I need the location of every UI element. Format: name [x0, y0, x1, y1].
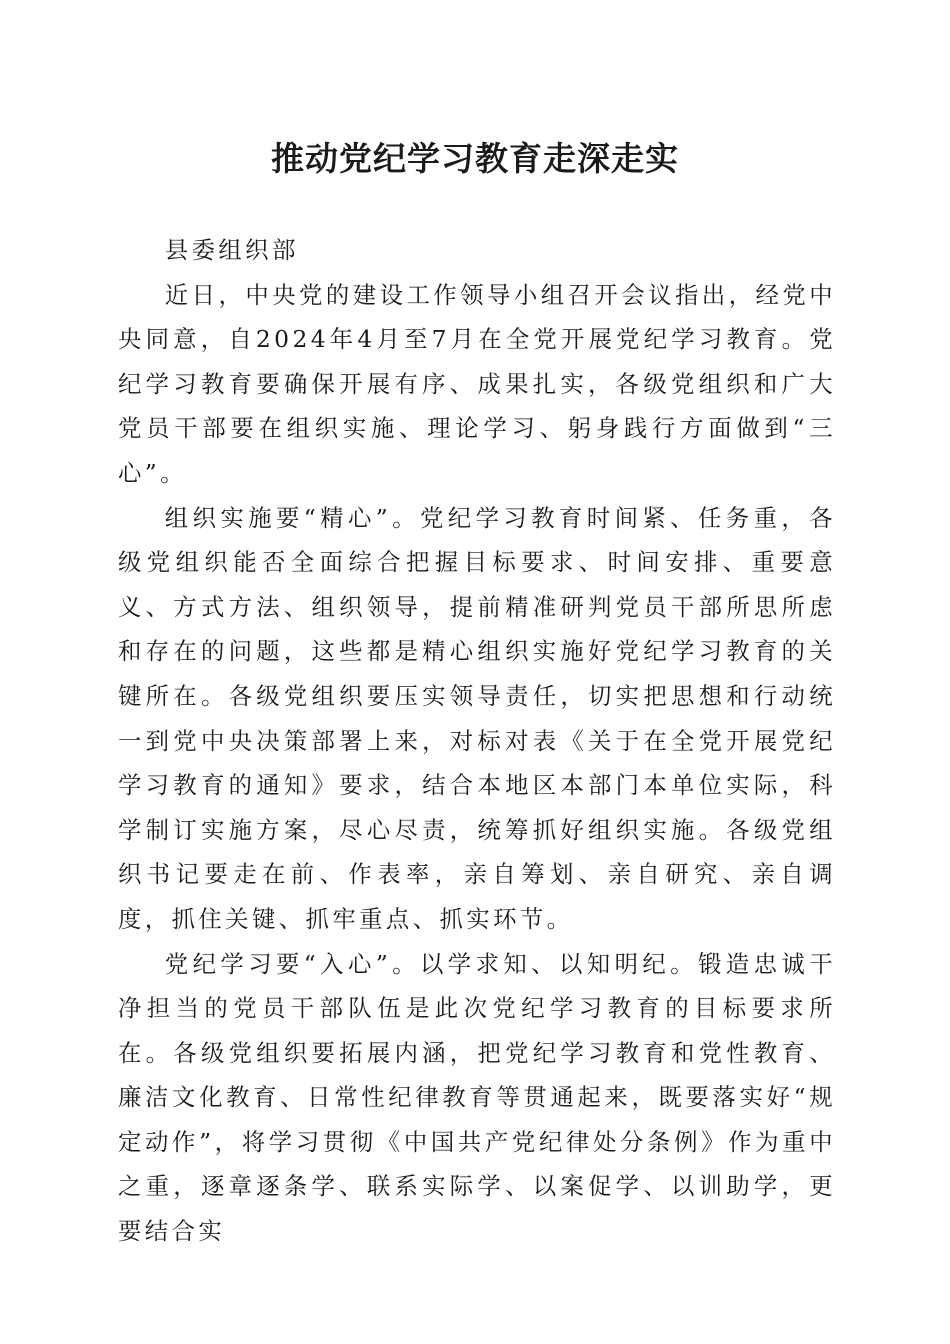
document-title: 推动党纪学习教育走深走实 [271, 139, 679, 178]
author-line: 县委组织部 [164, 236, 299, 264]
paragraph-intro: 近日，中央党的建设工作领导小组召开会议指出，经党中央同意，自2024年4月至7月在全党开展党纪学习教育。党纪学习教育要确保开展有序、成果扎实，各级党组织和广大党员干部要在组织实施、理论学习、躬身践行方面做到“三心”。 [118, 280, 836, 487]
paragraph-study: 党纪学习要“入心”。以学求知、以知明纪。锻造忠诚干净担当的党员干部队伍是此次党纪学习教育的目标要求所在。各级党组织要拓展内涵，把党纪学习教育和党性教育、廉洁文化教育、日常性纪律教育等贯通起来，既要落实好“规定动作”，将学习贯彻《中国共产党纪律处分条例》作为重中之重，逐章逐条学、联系实际学、以案促学、以训助学，更要结合实 [118, 949, 836, 1246]
paragraph-organization: 组织实施要“精心”。党纪学习教育时间紧、任务重，各级党组织能否全面综合把握目标要求、时间安排、重要意义、方式方法、组织领导，提前精准研判党员干部所思所虑和存在的问题，这些都是精心组织实施好党纪学习教育的关键所在。各级党组织要压实领导责任，切实把思想和行动统一到党中央决策部署上来，对标对表《关于在全党开展党纪学习教育的通知》要求，结合本地区本部门本单位实际，科学制订实施方案，尽心尽责，统筹抓好组织实施。各级党组织书记要走在前、作表率，亲自筹划、亲自研究、亲自调度，抓住关键、抓牢重点、抓实环节。 [118, 503, 836, 933]
document-body [118, 228, 836, 1254]
